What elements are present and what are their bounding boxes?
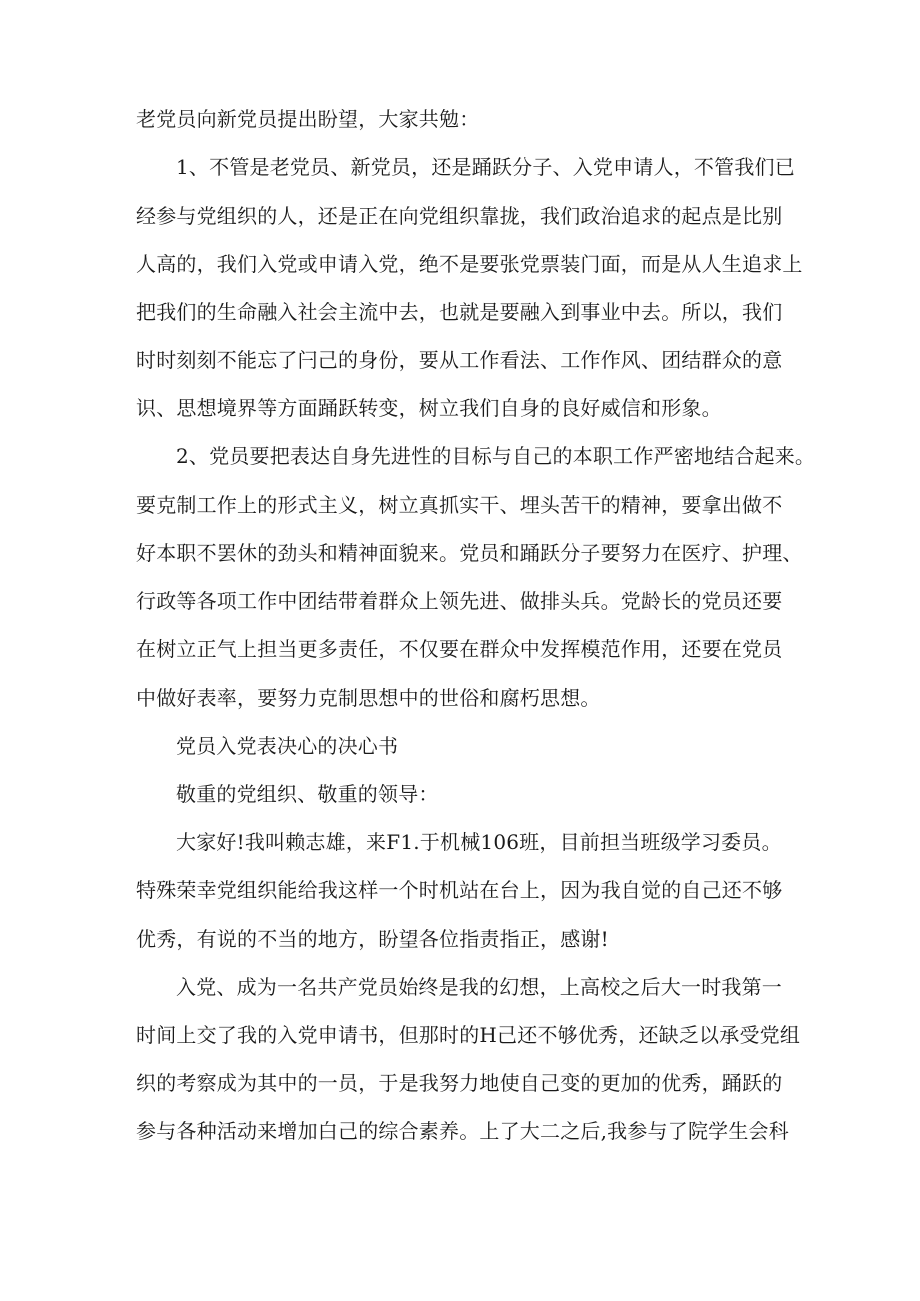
text-line: 行政等各项工作中团结带着群众上领先进、做排头兵。党龄长的党员还要: [136, 589, 783, 613]
text-line: 大家好!我叫赖志雄，来F1.于机械106班，目前担当班级学习委员。: [176, 830, 782, 854]
text-line: 织的考察成为其中的一员，于是我努力地使自己变的更加的优秀，踊跃的: [136, 1071, 783, 1095]
text-line: 中做好表率，要努力克制思想中的世俗和腐朽思想。: [136, 686, 601, 710]
text-line: 时时刻刻不能忘了闩己的身份，要从工作看法、工作作风、团结群众的意: [136, 348, 783, 372]
section-heading: 党员入党表决心的决心书: [176, 734, 399, 758]
text-line: 入党、成为一名共产党员始终是我的幻想，上高校之后大一时我第一: [176, 975, 782, 999]
text-line: 时间上交了我的入党申请书，但那时的H己还不够优秀，还缺乏以承受党组: [136, 1023, 801, 1047]
text-line: 识、思想境界等方面踊跃转变，树立我们自身的良好威信和形象。: [136, 396, 722, 420]
text-line: 在树立正气上担当更多责任，不仅要在群众中发挥模范作用，还要在党员: [136, 637, 783, 661]
text-line: 1、不管是老党员、新党员，还是踊跃分子、入党申请人，不管我们已: [176, 155, 795, 179]
text-line: 优秀，有说的不当的地方，盼望各位指责指正，感谢!: [136, 927, 609, 951]
text-line: 特殊荣幸党组织能给我这样一个时机站在台上，因为我自觉的自己还不够: [136, 878, 783, 902]
text-line: 参与各种活动来增加白己的综合素养。上了大二之后,我参与了院学生会科: [136, 1119, 789, 1143]
text-line: 把我们的生命融入社会主流中去，也就是要融入到事业中去。所以，我们: [136, 300, 783, 324]
text-line: 好本职不罢休的劲头和精神面貌来。党员和踊跃分子要努力在医疗、护理、: [136, 541, 803, 565]
text-line: 老党员向新党员提出盼望，大家共勉：: [136, 107, 480, 131]
text-line: 经参与党组织的人，还是正在向党组织靠拢，我们政治追求的起点是比别: [136, 204, 783, 228]
salutation: 敬重的党组织、敬重的领导：: [176, 782, 439, 806]
text-line: 2、党员要把表达自身先进性的目标与自己的本职工作严密地结合起来。: [176, 444, 816, 468]
text-line: 人高的，我们入党或申请入党，绝不是要张党票装门面，而是从人生追求上: [136, 252, 803, 276]
text-line: 要克制工作上的形式主义，树立真抓实干、埋头苦干的精神，要拿出做不: [136, 493, 783, 517]
